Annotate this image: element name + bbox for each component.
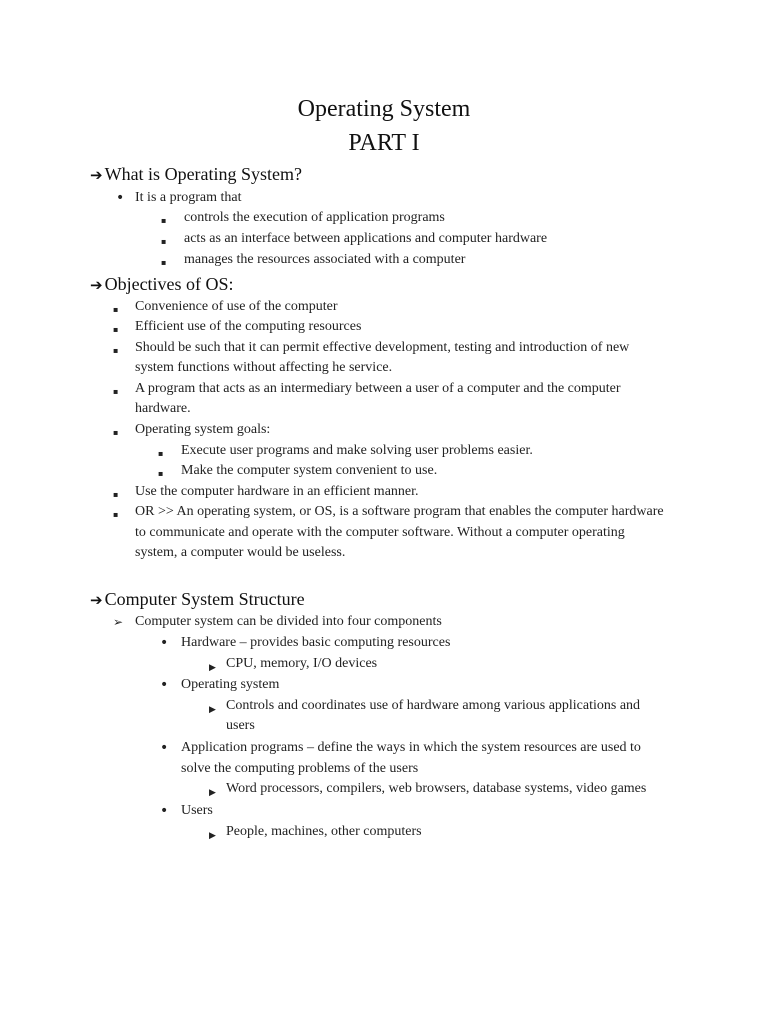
section-heading — [90, 273, 234, 296]
document-title: Operating System — [297, 96, 471, 122]
square-bullet-icon: ▪ — [113, 490, 119, 499]
section-heading-text: Objectives of OS: — [104, 274, 234, 294]
bullet-icon: • — [160, 635, 169, 651]
list-item: manages the resources associated with a computer — [184, 252, 466, 267]
list-item: Application programs – define the ways in which the system resources are used to — [181, 740, 641, 755]
square-bullet-icon: ▪ — [113, 510, 119, 519]
bullet-icon: • — [160, 803, 169, 819]
square-bullet-icon: ▪ — [113, 325, 119, 334]
list-item: OR >> An operating system, or OS, is a software program that enables the computer hardware — [135, 504, 664, 519]
square-bullet-icon: ▪ — [113, 387, 119, 396]
square-bullet-icon: ▪ — [161, 237, 167, 246]
list-item-continuation: to communicate and operate with the computer software. Without a computer operating — [135, 525, 625, 540]
list-item: Should be such that it can permit effective development, testing and introduction of new — [135, 340, 630, 355]
list-item-continuation: system functions without affecting he service. — [135, 360, 393, 375]
triangle-bullet-icon: ▶ — [209, 831, 216, 841]
document-subtitle: PART I — [348, 130, 420, 156]
bullet-icon: • — [160, 740, 169, 756]
list-item: Operating system goals: — [135, 422, 271, 437]
section-heading — [90, 588, 305, 611]
arrowhead-bullet-icon: ➢ — [113, 615, 124, 629]
list-item: Hardware – provides basic computing resources — [181, 635, 451, 650]
list-item: Word processors, compilers, web browsers, database systems, video games — [226, 781, 647, 796]
square-bullet-icon: ▪ — [113, 346, 119, 355]
list-item: Users — [181, 803, 213, 818]
square-bullet-icon: ▪ — [158, 449, 164, 458]
triangle-bullet-icon: ▶ — [209, 788, 216, 798]
list-item-continuation: users — [226, 718, 255, 733]
arrow-icon: ➔ — [90, 166, 103, 184]
list-item: CPU, memory, I/O devices — [226, 656, 378, 671]
arrow-icon: ➔ — [90, 276, 103, 294]
list-item-continuation: hardware. — [135, 401, 191, 416]
list-item: Efficient use of the computing resources — [135, 319, 362, 334]
triangle-bullet-icon: ▶ — [209, 705, 216, 715]
triangle-bullet-icon: ▶ — [209, 663, 216, 673]
list-item: acts as an interface between applications and computer hardware — [184, 231, 548, 246]
bullet-icon: • — [160, 677, 169, 693]
section-heading-text: Computer System Structure — [104, 589, 305, 609]
section-heading-text: What is Operating System? — [104, 164, 303, 184]
section-heading — [90, 163, 302, 186]
list-item: People, machines, other computers — [226, 824, 422, 839]
square-bullet-icon: ▪ — [113, 428, 119, 437]
square-bullet-icon: ▪ — [113, 305, 119, 314]
list-item: Execute user programs and make solving user problems easier. — [181, 443, 533, 458]
list-item-continuation: system, a computer would be useless. — [135, 545, 346, 560]
list-item: A program that acts as an intermediary between a user of a computer and the computer — [135, 381, 621, 396]
list-item: Computer system can be divided into four components — [135, 614, 442, 629]
arrow-icon: ➔ — [90, 591, 103, 609]
list-item: It is a program that — [135, 190, 242, 205]
list-item: Convenience of use of the computer — [135, 299, 338, 314]
list-item: Controls and coordinates use of hardware among various applications and — [226, 698, 641, 713]
list-item: Operating system — [181, 677, 280, 692]
square-bullet-icon: ▪ — [161, 258, 167, 267]
bullet-icon: • — [116, 190, 125, 206]
list-item: Make the computer system convenient to use. — [181, 463, 438, 478]
list-item: controls the execution of application programs — [184, 210, 445, 225]
list-item-continuation: solve the computing problems of the users — [181, 761, 419, 776]
square-bullet-icon: ▪ — [161, 216, 167, 225]
list-item: Use the computer hardware in an efficient manner. — [135, 484, 419, 499]
square-bullet-icon: ▪ — [158, 469, 164, 478]
